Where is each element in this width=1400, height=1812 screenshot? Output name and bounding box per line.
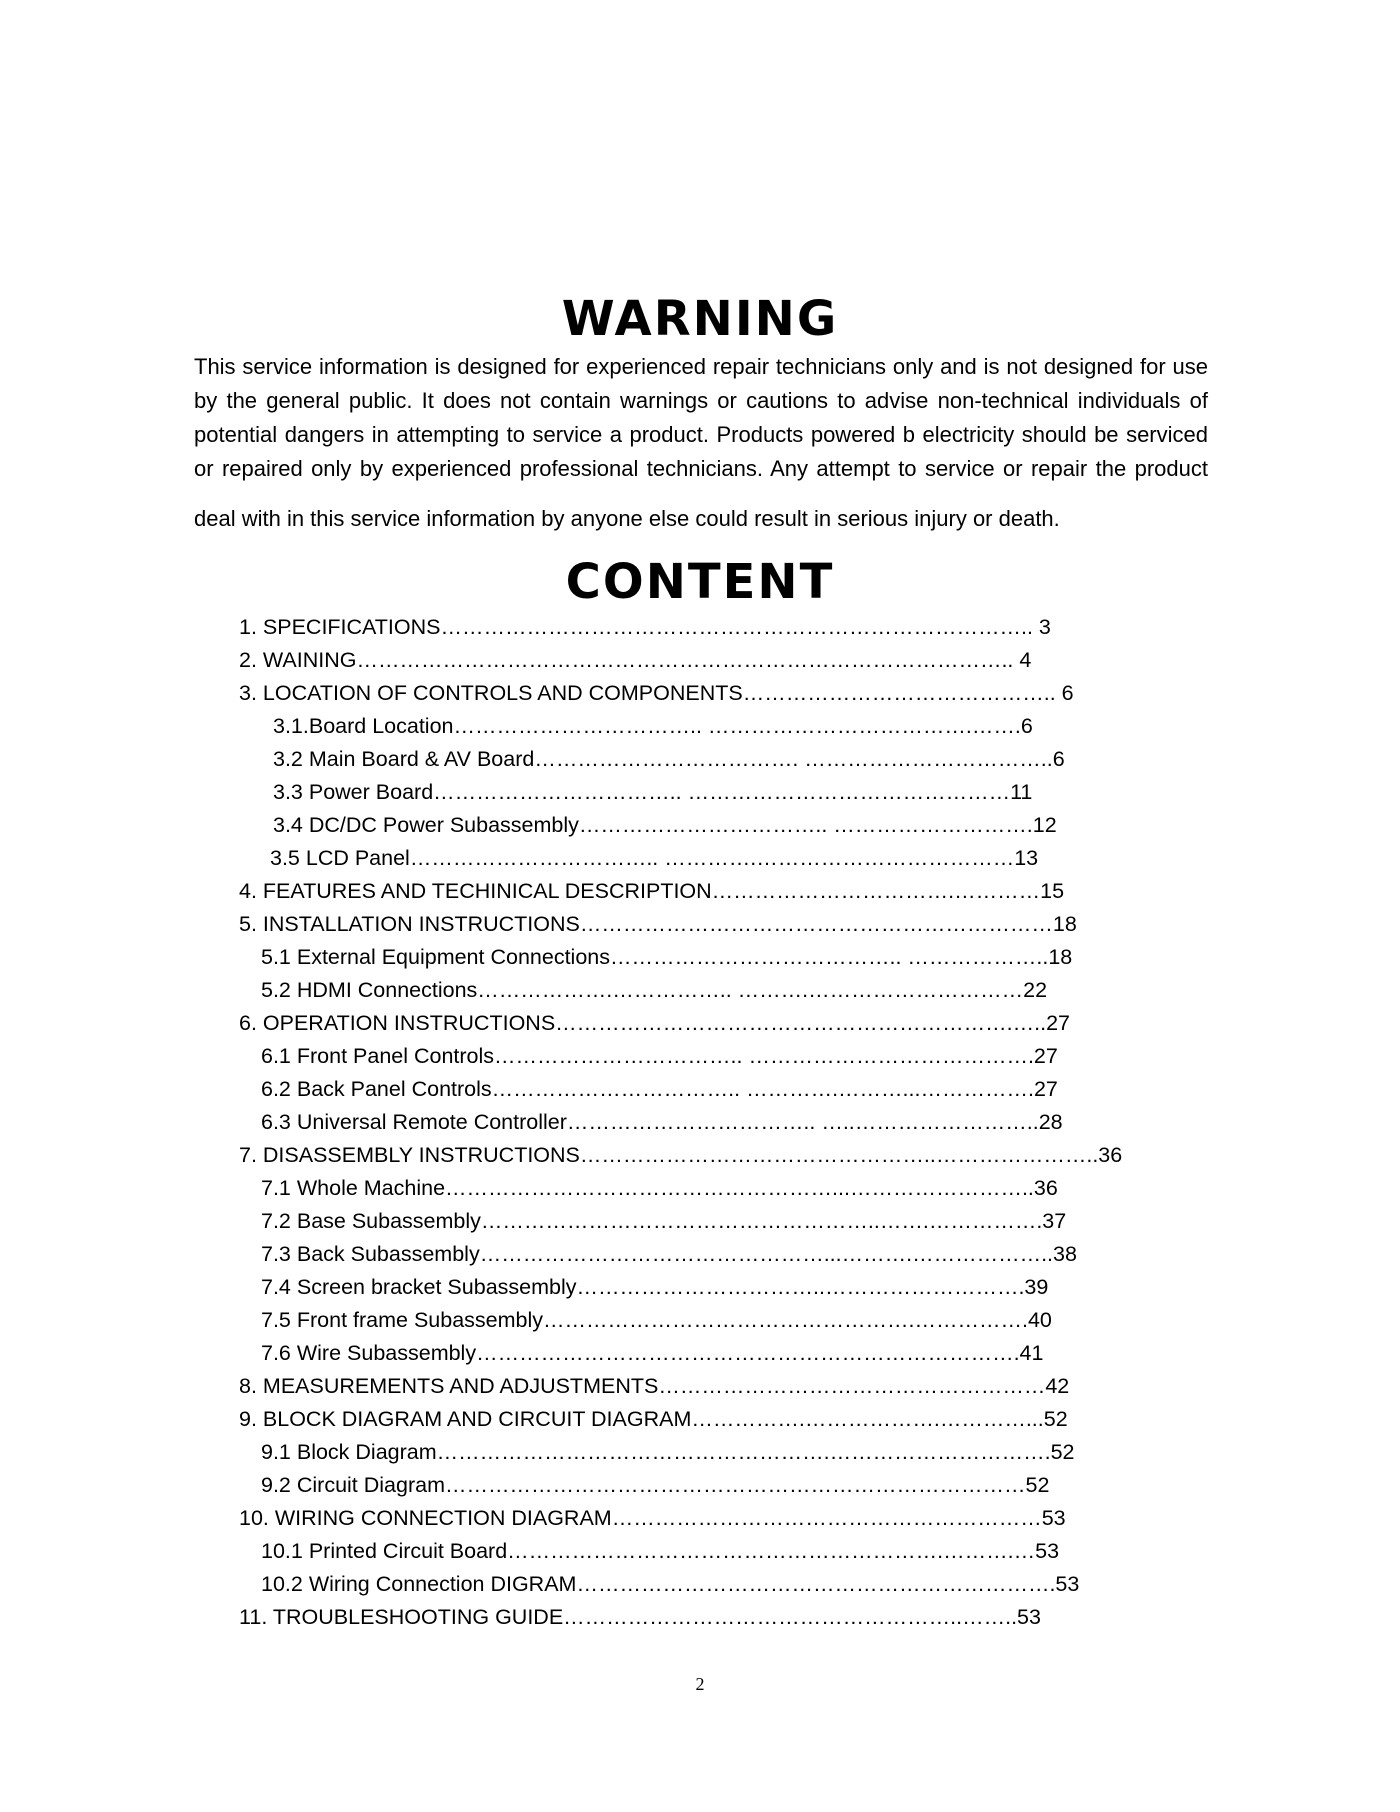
page-number: 2	[695, 1674, 705, 1694]
toc-entry: 7.4 Screen bracket Subassembly……………………………..……………………….39	[261, 1275, 1049, 1299]
toc-entry: 7.1 Whole Machine………………………………………………...……………………..36	[261, 1176, 1058, 1200]
toc-entry: 3. LOCATION OF CONTROLS AND COMPONENTS…………………………………….. 6	[239, 681, 1074, 705]
toc-entry: 10.2 Wiring Connection DIGRAM………………………………………………………….53	[261, 1572, 1080, 1596]
toc-entry: 7.5 Front frame Subassembly…………………………………………….…………….40	[261, 1308, 1052, 1332]
toc-entry: 6.1 Front Panel Controls…………………………….. ………………………………….27	[261, 1044, 1058, 1068]
toc-entry: 1. SPECIFICATIONS……………………………………………………………………….. 3	[239, 615, 1051, 639]
content-heading: CONTENT	[565, 554, 835, 610]
toc-entry: 6.3 Universal Remote Controller…………………………….. …..……………………..28	[261, 1110, 1063, 1134]
toc-entry: 11. TROUBLESHOOTING GUIDE………………………………………………..……..53	[239, 1605, 1041, 1629]
toc-entry: 4. FEATURES AND TECHINICAL DESCRIPTION…………………………….…………15	[239, 879, 1065, 903]
toc-entry: 7.2 Base Subassembly………………………………………………..…….…………….37	[261, 1209, 1067, 1233]
warning-heading: WARNING	[561, 291, 839, 347]
toc-entry: 2. WAINING……………………………………………………………………………….. 4	[239, 648, 1032, 672]
toc-entry: 10. WIRING CONNECTION DIAGRAM……………………………………………………53	[239, 1506, 1066, 1530]
toc-entry: 5.1 External Equipment Connections………………………………….. ………………..18	[261, 945, 1073, 969]
toc-entry: 6. OPERATION INSTRUCTIONS……………………………………………………….…..27	[239, 1011, 1070, 1035]
toc-entry: 10.1 Printed Circuit Board…………………………………………………….……….…53	[261, 1539, 1060, 1563]
toc-entry: 9.2 Circuit Diagram………………………………………………………………………52	[261, 1473, 1050, 1497]
warning-paragraph: This service information is designed for experienced repair technicians only and is not designed for use by the general public. It does not contain warnings or cautions to advise non-technical individuals of potential dangers in attempting to service a product. Products powered b electricity should be serviced or repaired only by experienced professional technicians. Any attempt to service or repair the product	[194, 354, 1208, 481]
toc-entry: 8. MEASUREMENTS AND ADJUSTMENTS………………………………………………42	[239, 1374, 1070, 1398]
toc-entry: 9.1 Block Diagram……………………………………………….………………………….52	[261, 1440, 1075, 1464]
toc-entry: 3.2 Main Board & AV Board………………………………. ……………………………..6	[273, 747, 1065, 771]
toc-entry: 3.5 LCD Panel…………………………….. ………….………………………………13	[270, 846, 1039, 870]
toc-entry: 7.6 Wire Subassembly………………………………………………………………….41	[261, 1341, 1044, 1365]
toc-entry: 3.3 Power Board…………………………….. ………………………………………11	[273, 780, 1033, 804]
toc-entry: 3.4 DC/DC Power Subassembly…………………………….. ……………………….12	[273, 813, 1057, 837]
toc-entry: 7.3 Back Subassembly…………………………………………...……….………………..38	[261, 1242, 1077, 1266]
toc-entry: 6.2 Back Panel Controls…………………………….. ………….………...…………….27	[261, 1077, 1058, 1101]
warning-paragraph-last-line: deal with in this service information by anyone else could result in serious injury or death.	[194, 506, 1060, 531]
toc-entry: 5. INSTALLATION INSTRUCTIONS…………………………………………………………18	[239, 912, 1077, 936]
toc-entry: 5.2 HDMI Connections……………….…………….. ……….…………………………22	[261, 978, 1048, 1002]
toc-entry: 9. BLOCK DIAGRAM AND CIRCUIT DIAGRAM…………….……………….…………...52	[239, 1407, 1068, 1431]
toc-entry: 7. DISASSEMBLY INSTRUCTIONS…………………………………………..…………………..36	[239, 1143, 1123, 1167]
toc-entry: 3.1.Board Location…………………………….. ……………………………….…….6	[273, 714, 1033, 738]
